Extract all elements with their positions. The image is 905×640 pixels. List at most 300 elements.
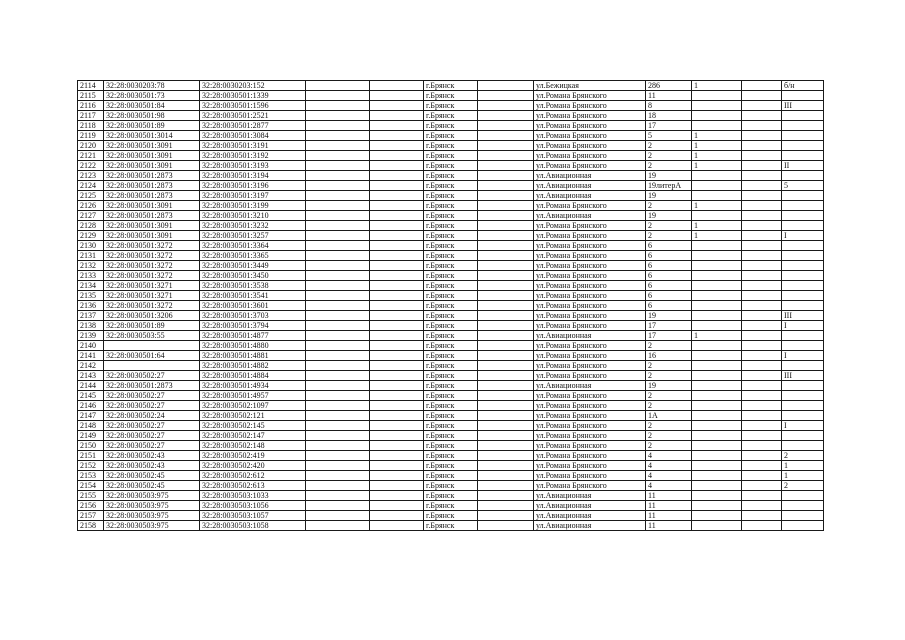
cell-e1	[306, 501, 370, 511]
cell-e2	[370, 361, 424, 371]
cell-b2	[742, 381, 782, 391]
cell-b1	[692, 121, 742, 131]
table-row	[78, 461, 824, 471]
cell-street: ул.Романа Брянского	[534, 401, 646, 411]
cell-e2	[370, 181, 424, 191]
cell-b1	[692, 511, 742, 521]
cell-b2	[742, 351, 782, 361]
cell-e2	[370, 341, 424, 351]
cell-e1	[306, 221, 370, 231]
cell-e1	[306, 141, 370, 151]
cell-e2	[370, 211, 424, 221]
cell-e3	[478, 231, 534, 241]
document-page	[77, 80, 824, 531]
cell-e3	[478, 191, 534, 201]
cell-cad2: 32:28:0030502:612	[200, 471, 306, 481]
cell-num: 2146	[78, 401, 104, 411]
cell-b3	[782, 501, 824, 511]
cell-cad2: 32:28:0030501:3197	[200, 191, 306, 201]
cell-b3	[782, 361, 824, 371]
cell-b1	[692, 91, 742, 101]
cell-b2	[742, 341, 782, 351]
cell-b1	[692, 461, 742, 471]
cell-e2	[370, 331, 424, 341]
cell-street: ул.Авиационная	[534, 521, 646, 531]
cell-b3	[782, 131, 824, 141]
table-row	[78, 321, 824, 331]
cell-e1	[306, 101, 370, 111]
cell-house: 2	[646, 141, 692, 151]
cell-b3	[782, 291, 824, 301]
cell-b1	[692, 111, 742, 121]
cell-cad2: 32:28:0030502:121	[200, 411, 306, 421]
cell-house: 4	[646, 481, 692, 491]
cell-num: 2131	[78, 251, 104, 261]
cell-cad1: 32:28:0030501:3272	[104, 271, 200, 281]
cell-b3	[782, 441, 824, 451]
cell-cad1: 32:28:0030501:3206	[104, 311, 200, 321]
cell-b3: 2	[782, 481, 824, 491]
cell-street: ул.Романа Брянского	[534, 311, 646, 321]
cell-b3: I	[782, 421, 824, 431]
cell-b1	[692, 471, 742, 481]
cell-b2	[742, 511, 782, 521]
cell-house: 8	[646, 101, 692, 111]
cell-city: г.Брянск	[424, 341, 478, 351]
cell-city: г.Брянск	[424, 181, 478, 191]
cell-cad1: 32:28:0030501:89	[104, 121, 200, 131]
cell-b3	[782, 491, 824, 501]
cell-street: ул.Романа Брянского	[534, 421, 646, 431]
table-row	[78, 351, 824, 361]
cell-cad2: 32:28:0030501:2521	[200, 111, 306, 121]
cell-cad1: 32:28:0030501:84	[104, 101, 200, 111]
cell-e3	[478, 141, 534, 151]
cell-city: г.Брянск	[424, 111, 478, 121]
cell-house: 19	[646, 191, 692, 201]
cell-house: 17	[646, 331, 692, 341]
cell-b2	[742, 261, 782, 271]
cell-e2	[370, 371, 424, 381]
table-row	[78, 511, 824, 521]
cell-num: 2123	[78, 171, 104, 181]
cell-cad1: 32:28:0030501:3091	[104, 141, 200, 151]
cell-e1	[306, 111, 370, 121]
cell-e1	[306, 361, 370, 371]
cell-num: 2139	[78, 331, 104, 341]
cell-house: 2	[646, 201, 692, 211]
cell-b3	[782, 241, 824, 251]
cell-b2	[742, 481, 782, 491]
cell-e2	[370, 511, 424, 521]
cell-street: ул.Романа Брянского	[534, 371, 646, 381]
cell-e2	[370, 151, 424, 161]
cell-street: ул.Романа Брянского	[534, 301, 646, 311]
cell-b1	[692, 431, 742, 441]
cell-num: 2133	[78, 271, 104, 281]
cell-cad1: 32:28:0030502:43	[104, 461, 200, 471]
cell-e1	[306, 151, 370, 161]
cell-e1	[306, 441, 370, 451]
cell-street: ул.Авиационная	[534, 181, 646, 191]
cell-e2	[370, 231, 424, 241]
cell-num: 2125	[78, 191, 104, 201]
table-row	[78, 401, 824, 411]
cell-num: 2115	[78, 91, 104, 101]
cell-b3	[782, 381, 824, 391]
table-row	[78, 331, 824, 341]
cell-num: 2143	[78, 371, 104, 381]
cell-e1	[306, 481, 370, 491]
table-row	[78, 91, 824, 101]
cell-e3	[478, 341, 534, 351]
cell-cad2: 32:28:0030502:613	[200, 481, 306, 491]
cell-house: 2	[646, 221, 692, 231]
cell-num: 2156	[78, 501, 104, 511]
cell-e3	[478, 261, 534, 271]
cell-e1	[306, 251, 370, 261]
cell-b1: 1	[692, 161, 742, 171]
cell-e3	[478, 161, 534, 171]
cell-e3	[478, 201, 534, 211]
cell-e1	[306, 191, 370, 201]
cell-b3	[782, 111, 824, 121]
cell-house: 2	[646, 391, 692, 401]
cell-e3	[478, 451, 534, 461]
cell-b3	[782, 171, 824, 181]
cell-cad1: 32:28:0030503:55	[104, 331, 200, 341]
cell-cad2: 32:28:0030501:3084	[200, 131, 306, 141]
cell-e2	[370, 401, 424, 411]
cell-cad1: 32:28:0030501:3272	[104, 261, 200, 271]
table-row	[78, 411, 824, 421]
cell-e1	[306, 341, 370, 351]
cell-street: ул.Романа Брянского	[534, 201, 646, 211]
cell-house: 11	[646, 91, 692, 101]
table-row	[78, 131, 824, 141]
cell-cad1: 32:28:0030501:2873	[104, 181, 200, 191]
cell-b1	[692, 401, 742, 411]
table-row	[78, 521, 824, 531]
cell-cad1: 32:28:0030502:27	[104, 441, 200, 451]
cell-city: г.Брянск	[424, 241, 478, 251]
cell-b1	[692, 101, 742, 111]
cell-e2	[370, 481, 424, 491]
cell-house: 6	[646, 281, 692, 291]
cell-house: 2	[646, 161, 692, 171]
cell-num: 2124	[78, 181, 104, 191]
cell-street: ул.Авиационная	[534, 511, 646, 521]
cell-b3	[782, 431, 824, 441]
cell-street: ул.Романа Брянского	[534, 141, 646, 151]
cell-cad2: 32:28:0030503:1056	[200, 501, 306, 511]
cell-e1	[306, 201, 370, 211]
cell-b3	[782, 391, 824, 401]
cell-house: 11	[646, 501, 692, 511]
cell-house: 6	[646, 301, 692, 311]
cell-e3	[478, 491, 534, 501]
cell-e2	[370, 101, 424, 111]
cell-e2	[370, 411, 424, 421]
cell-cad2: 32:28:0030502:145	[200, 421, 306, 431]
cell-num: 2155	[78, 491, 104, 501]
cell-e2	[370, 171, 424, 181]
cell-e2	[370, 111, 424, 121]
cell-b1	[692, 211, 742, 221]
cell-b2	[742, 251, 782, 261]
cell-e3	[478, 251, 534, 261]
table-row	[78, 441, 824, 451]
cell-house: 5	[646, 131, 692, 141]
cell-cad1: 32:28:0030501:2873	[104, 191, 200, 201]
cell-e2	[370, 431, 424, 441]
cell-b3	[782, 331, 824, 341]
cell-num: 2118	[78, 121, 104, 131]
cell-b1	[692, 271, 742, 281]
cell-city: г.Брянск	[424, 501, 478, 511]
cell-num: 2119	[78, 131, 104, 141]
cell-b1	[692, 411, 742, 421]
cell-e2	[370, 251, 424, 261]
cell-house: 2	[646, 401, 692, 411]
cell-cad2: 32:28:0030501:2877	[200, 121, 306, 131]
table-row	[78, 161, 824, 171]
cell-b3: II	[782, 161, 824, 171]
cell-b3	[782, 211, 824, 221]
cell-e2	[370, 471, 424, 481]
cell-b2	[742, 491, 782, 501]
cell-cad2: 32:28:0030501:3196	[200, 181, 306, 191]
cell-cad2: 32:28:0030502:147	[200, 431, 306, 441]
cell-street: ул.Авиационная	[534, 331, 646, 341]
cell-b3	[782, 281, 824, 291]
cell-cad2: 32:28:0030501:1339	[200, 91, 306, 101]
cell-b3	[782, 191, 824, 201]
cell-e1	[306, 171, 370, 181]
table-row	[78, 81, 824, 91]
cell-b3	[782, 301, 824, 311]
cell-num: 2154	[78, 481, 104, 491]
table-row	[78, 391, 824, 401]
cell-cad2: 32:28:0030501:4877	[200, 331, 306, 341]
cell-e2	[370, 421, 424, 431]
cell-e3	[478, 511, 534, 521]
cell-cad1: 32:28:0030502:24	[104, 411, 200, 421]
cell-house: 6	[646, 261, 692, 271]
cell-num: 2126	[78, 201, 104, 211]
cell-e3	[478, 121, 534, 131]
cell-b2	[742, 311, 782, 321]
cell-b3	[782, 141, 824, 151]
cell-house: 6	[646, 251, 692, 261]
cell-e3	[478, 181, 534, 191]
cell-cad1: 32:28:0030501:3014	[104, 131, 200, 141]
cell-num: 2121	[78, 151, 104, 161]
cell-city: г.Брянск	[424, 371, 478, 381]
cell-b2	[742, 461, 782, 471]
cell-b1	[692, 281, 742, 291]
cell-house: 1А	[646, 411, 692, 421]
cell-num: 2122	[78, 161, 104, 171]
cell-cad2: 32:28:0030501:1596	[200, 101, 306, 111]
cell-e2	[370, 321, 424, 331]
cell-cad1: 32:28:0030501:3091	[104, 201, 200, 211]
cell-e2	[370, 461, 424, 471]
cell-cad2: 32:28:0030501:3601	[200, 301, 306, 311]
cell-b1	[692, 291, 742, 301]
cell-b3	[782, 521, 824, 531]
cell-cad1: 32:28:0030501:2873	[104, 381, 200, 391]
cell-cad1: 32:28:0030501:2873	[104, 211, 200, 221]
table-row	[78, 421, 824, 431]
cell-b3	[782, 221, 824, 231]
cell-cad2: 32:28:0030501:4882	[200, 361, 306, 371]
cell-e3	[478, 391, 534, 401]
cell-house: 286	[646, 81, 692, 91]
cell-city: г.Брянск	[424, 511, 478, 521]
cell-e1	[306, 401, 370, 411]
cell-num: 2144	[78, 381, 104, 391]
cell-e1	[306, 291, 370, 301]
table-row	[78, 181, 824, 191]
cell-num: 2153	[78, 471, 104, 481]
cell-b3	[782, 91, 824, 101]
cell-num: 2117	[78, 111, 104, 121]
table-row	[78, 251, 824, 261]
cell-e3	[478, 291, 534, 301]
cell-b2	[742, 211, 782, 221]
cell-street: ул.Авиационная	[534, 381, 646, 391]
cell-e1	[306, 161, 370, 171]
cell-e1	[306, 451, 370, 461]
cell-house: 19	[646, 171, 692, 181]
cell-street: ул.Авиационная	[534, 171, 646, 181]
cell-e3	[478, 301, 534, 311]
cell-b2	[742, 101, 782, 111]
table-row	[78, 191, 824, 201]
cell-city: г.Брянск	[424, 211, 478, 221]
cell-e3	[478, 91, 534, 101]
cell-e1	[306, 301, 370, 311]
cell-city: г.Брянск	[424, 141, 478, 151]
cell-e1	[306, 121, 370, 131]
cell-cad1: 32:28:0030501:3272	[104, 251, 200, 261]
cell-b3	[782, 121, 824, 131]
cell-city: г.Брянск	[424, 161, 478, 171]
cell-e2	[370, 221, 424, 231]
cell-city: г.Брянск	[424, 291, 478, 301]
cell-e3	[478, 211, 534, 221]
cell-b2	[742, 421, 782, 431]
table-row	[78, 111, 824, 121]
cell-street: ул.Романа Брянского	[534, 231, 646, 241]
cell-b3: 5	[782, 181, 824, 191]
cell-city: г.Брянск	[424, 281, 478, 291]
cell-cad1: 32:28:0030203:78	[104, 81, 200, 91]
cell-b2	[742, 361, 782, 371]
cell-city: г.Брянск	[424, 191, 478, 201]
cell-e2	[370, 291, 424, 301]
cell-e1	[306, 131, 370, 141]
cell-b2	[742, 271, 782, 281]
cell-b1	[692, 441, 742, 451]
cell-e1	[306, 281, 370, 291]
cell-e1	[306, 271, 370, 281]
cell-street: ул.Романа Брянского	[534, 281, 646, 291]
cell-b3: I	[782, 321, 824, 331]
cell-cad2: 32:28:0030501:3232	[200, 221, 306, 231]
cell-e3	[478, 371, 534, 381]
cell-e1	[306, 381, 370, 391]
cell-cad2: 32:28:0030503:1058	[200, 521, 306, 531]
cell-street: ул.Романа Брянского	[534, 271, 646, 281]
cell-e1	[306, 331, 370, 341]
cell-house: 18	[646, 111, 692, 121]
cell-cad1: 32:28:0030501:3271	[104, 291, 200, 301]
cell-house: 2	[646, 431, 692, 441]
cell-city: г.Брянск	[424, 331, 478, 341]
cell-b3	[782, 261, 824, 271]
table-row	[78, 101, 824, 111]
cell-e3	[478, 481, 534, 491]
cell-street: ул.Романа Брянского	[534, 131, 646, 141]
cell-cad2: 32:28:0030501:3538	[200, 281, 306, 291]
cell-e2	[370, 131, 424, 141]
cell-b2	[742, 141, 782, 151]
cell-street: ул.Романа Брянского	[534, 351, 646, 361]
cell-cad2: 32:28:0030501:3193	[200, 161, 306, 171]
cell-b2	[742, 401, 782, 411]
cell-b1	[692, 361, 742, 371]
cell-num: 2140	[78, 341, 104, 351]
cell-cad2: 32:28:0030501:3194	[200, 171, 306, 181]
cell-e2	[370, 201, 424, 211]
cell-num: 2129	[78, 231, 104, 241]
cell-num: 2142	[78, 361, 104, 371]
cell-num: 2137	[78, 311, 104, 321]
cell-num: 2149	[78, 431, 104, 441]
cell-b2	[742, 161, 782, 171]
cell-street: ул.Романа Брянского	[534, 481, 646, 491]
cell-city: г.Брянск	[424, 401, 478, 411]
cell-house: 11	[646, 521, 692, 531]
cell-b3: I	[782, 231, 824, 241]
table-row	[78, 381, 824, 391]
cell-cad2: 32:28:0030502:420	[200, 461, 306, 471]
cell-e1	[306, 511, 370, 521]
cell-e1	[306, 491, 370, 501]
cell-city: г.Брянск	[424, 441, 478, 451]
table-row	[78, 291, 824, 301]
cell-b2	[742, 291, 782, 301]
cell-e3	[478, 151, 534, 161]
cell-cad2: 32:28:0030501:4881	[200, 351, 306, 361]
cell-city: г.Брянск	[424, 221, 478, 231]
cell-cad2: 32:28:0030501:3450	[200, 271, 306, 281]
cell-b3	[782, 411, 824, 421]
cell-house: 17	[646, 321, 692, 331]
cell-city: г.Брянск	[424, 131, 478, 141]
cell-house: 2	[646, 341, 692, 351]
cell-b2	[742, 121, 782, 131]
cell-cad1: 32:28:0030501:3091	[104, 221, 200, 231]
cell-e2	[370, 391, 424, 401]
table-row	[78, 211, 824, 221]
cell-b1: 1	[692, 201, 742, 211]
cell-cad2: 32:28:0030501:3191	[200, 141, 306, 151]
cell-b2	[742, 131, 782, 141]
cell-city: г.Брянск	[424, 481, 478, 491]
